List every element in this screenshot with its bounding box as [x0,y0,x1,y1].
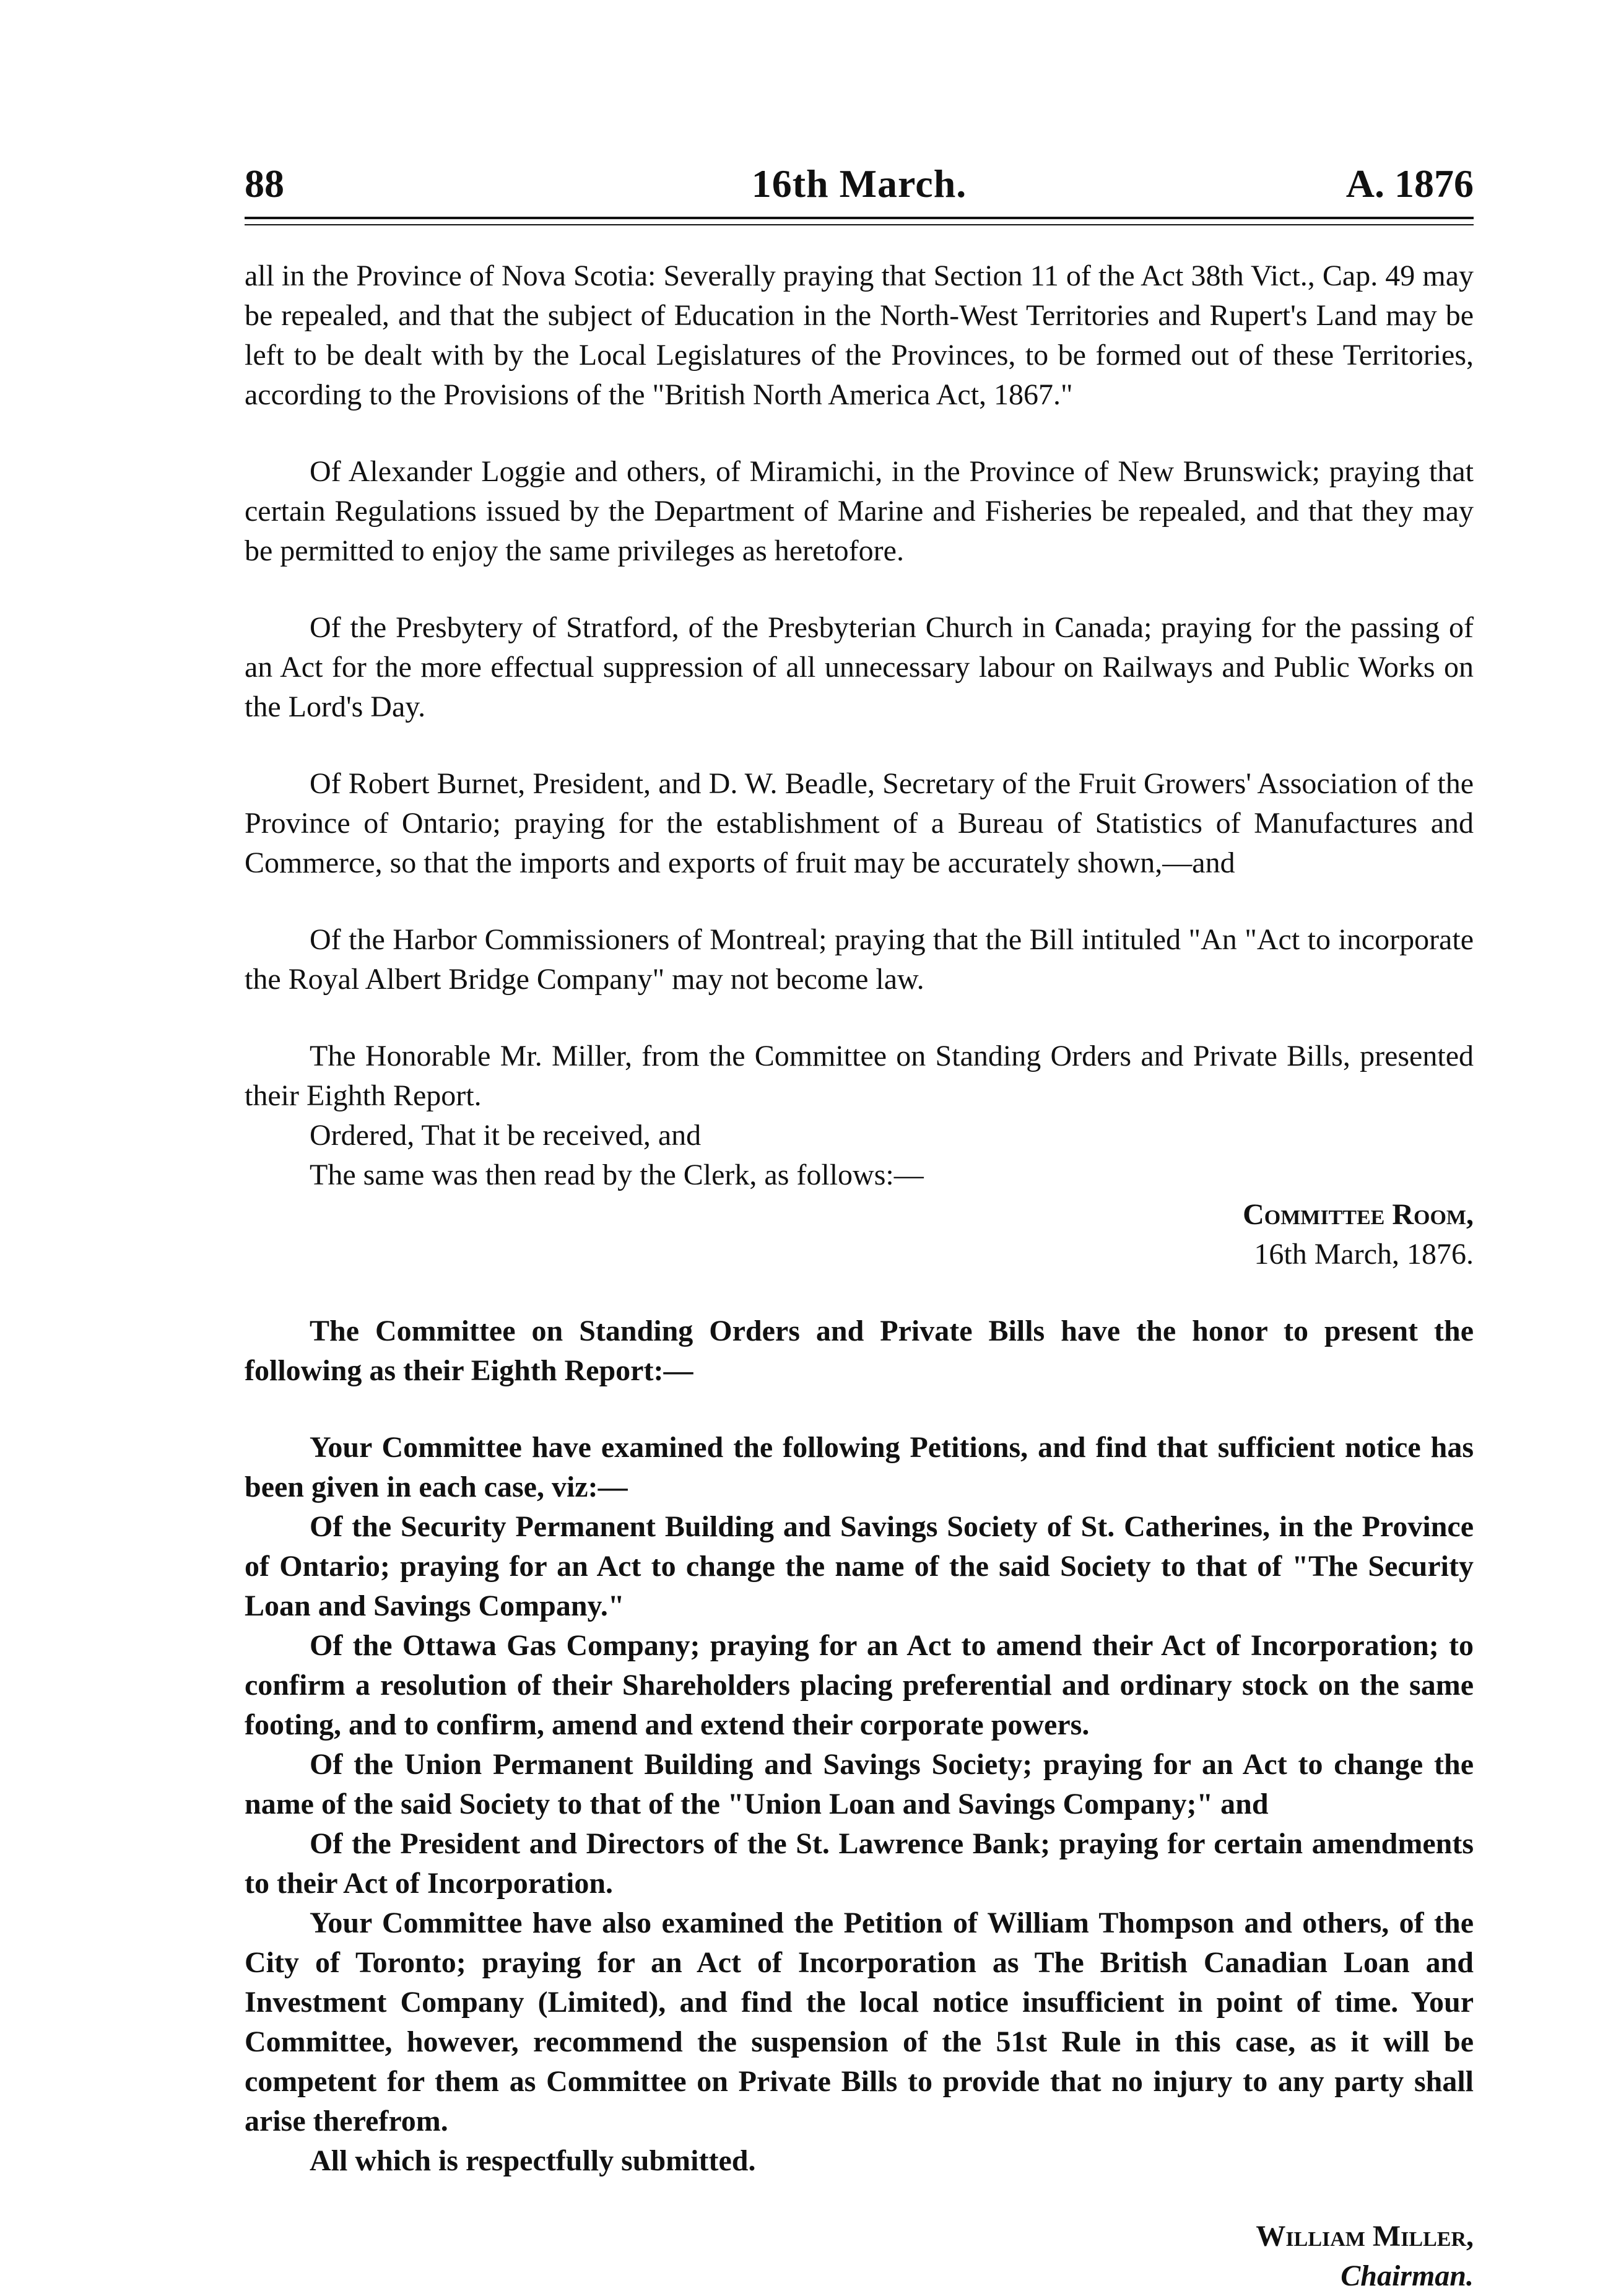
session-year: A. 1876 [1345,162,1474,206]
paragraph-ordered: Ordered, That it be received, and [310,1119,702,1152]
paragraph-read-by-clerk: The same was then read by the Clerk, as follows:— [310,1159,924,1191]
paragraph-harbor-commissioners-petition: Of the Harbor Commissioners of Montreal; praying that the Bill intituled "An "Act to incorporate the Royal Albert Bridge Company" may not become law. [245,923,1474,996]
paragraph-fruit-growers-petition: Of Robert Burnet, President, and D. W. Beadle, Secretary of the Fruit Growers' Association of the Province of Ontario; praying for the establishment of a Bureau of Statistics of Manufactures and Commerce, so that the imports and exports of fruit may be accurately shown,—and [245,767,1474,879]
signature-block [245,2217,1474,2296]
page-number: 88 [245,162,284,206]
paragraph-submitted: All which is respectfully submitted. [310,2144,756,2177]
document-page [245,149,1474,2292]
signature-name: William Miller, [1256,2220,1474,2253]
report-body [245,1311,1474,2181]
paragraph-union-society: Of the Union Permanent Building and Savings Society; praying for an Act to change the name of the said Society to that of the "Union Loan and Savings Company;" and [245,1748,1474,1820]
running-title: 16th March. [751,162,967,206]
paragraph-loggie-petition: Of Alexander Loggie and others, of Miramichi, in the Province of New Brunswick; praying that certain Regulations issued by the Department of Marine and Fisheries be repealed, and that they may be permitted to enjoy the same privileges as heretofore. [245,455,1474,567]
report-date: 16th March, 1876. [1254,1238,1474,1271]
paragraph-miller-report: The Honorable Mr. Miller, from the Committee on Standing Orders and Private Bills, presented their Eighth Report. [245,1040,1474,1112]
paragraph-thompson-petition: Your Committee have also examined the Petition of William Thompson and others, of the City of Toronto; praying for an Act of Incorporation as The British Canadian Loan and Investment Company (Limited), and find the local notice insufficient in point of time. Your Committee, however, recommend the suspension of the 51st Rule in this case, as it will be competent for them as Committee on Private Bills to provide that no injury to any party shall arise therefrom. [245,1907,1474,2137]
signature-title: Chairman. [1341,2259,1474,2292]
header-rule [245,217,1474,225]
paragraph-report-intro: The Committee on Standing Orders and Private Bills have the honor to present the following as their Eighth Report:— [245,1315,1474,1387]
page-header [245,149,1474,217]
paragraph-nova-scotia-petition: all in the Province of Nova Scotia: Severally praying that Section 11 of the Act 38th Vict., Cap. 49 may be repealed, and that the subject of Education in the North-West Territories and Rupert's Land may be left to be dealt with by the Local Legislatures of the Provinces, to be formed out of these Territories, according to the Provisions of the "British North America Act, 1867." [245,259,1474,411]
committee-room: Committee Room, [1243,1198,1474,1231]
paragraph-st-lawrence-bank: Of the President and Directors of the St. Lawrence Bank; praying for certain amendments to their Act of Incorporation. [245,1827,1474,1900]
committee-room-heading [245,1195,1474,1274]
paragraph-ottawa-gas: Of the Ottawa Gas Company; praying for an Act to amend their Act of Incorporation; to confirm a resolution of their Shareholders placing preferential and ordinary stock on the same footing, and to confirm, amend and extend their corporate powers. [245,1629,1474,1741]
paragraph-security-society: Of the Security Permanent Building and Savings Society of St. Catherines, in the Province of Ontario; praying for an Act to change the name of the said Society to that of "The Security Loan and Savings Company." [245,1510,1474,1622]
paragraph-petitions-examined: Your Committee have examined the following Petitions, and find that sufficient notice has been given in each case, viz:— [245,1431,1474,1503]
paragraph-stratford-petition: Of the Presbytery of Stratford, of the Presbyterian Church in Canada; praying for the passing of an Act for the more effectual suppression of all unnecessary labour on Railways and Public Works on the Lord's Day. [245,611,1474,723]
